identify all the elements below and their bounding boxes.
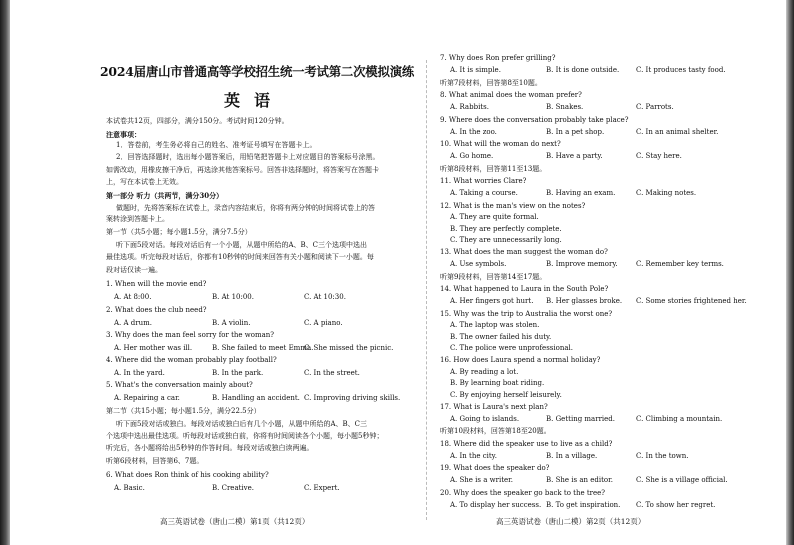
question-stem: 16. How does Laura spend a normal holiday? xyxy=(440,356,601,364)
option-c: C. Expert. xyxy=(304,484,340,492)
question-stem: 2. What does the club need? xyxy=(106,306,207,314)
question-stem: 11. What worries Clare? xyxy=(440,177,527,185)
option-c: C. At 10:30. xyxy=(304,293,346,301)
option-a: A. It is simple. xyxy=(450,66,501,74)
option-a: A. A drum. xyxy=(114,319,152,327)
option-b: B. Have a party. xyxy=(546,152,603,160)
question-stem: 6. What does Ron think of his cooking ability? xyxy=(106,471,269,479)
question-stem: 20. Why does the speaker go back to the tree? xyxy=(440,488,606,497)
option-b: B. She failed to meet Emma. xyxy=(212,344,314,352)
intro-line: 2．回答选择题时，选出每小题答案后，用铅笔把答题卡上对应题目的答案标号涂黑。 xyxy=(116,153,380,161)
option-b: B. Snakes. xyxy=(546,103,584,111)
option-b: B. To get inspiration. xyxy=(546,500,621,509)
option-b: B. Creative. xyxy=(212,484,254,492)
option-c: C. Improving driving skills. xyxy=(304,394,401,402)
scan-edge-right xyxy=(786,0,794,545)
intro-line: 段对话仅读一遍。 xyxy=(106,266,162,274)
option-c: C. They are unnecessarily long. xyxy=(450,236,562,244)
option-c: C. Making notes. xyxy=(636,189,697,197)
question-stem: 5. What's the conversation mainly about? xyxy=(106,381,253,389)
option-c: C. She is a village official. xyxy=(636,476,728,484)
option-a: A. To display her success. xyxy=(450,500,542,509)
intro-line: 第一节（共5小题；每小题1.5分，满分7.5分） xyxy=(106,228,252,236)
intro-line: 如需改动，用橡皮擦干净后，再选涂其他答案标号。回答非选择题时，将答案写在答题卡 xyxy=(106,166,379,174)
option-a: A. In the yard. xyxy=(114,369,165,377)
option-a: A. At 8:00. xyxy=(114,293,152,301)
intro-line: 1．答卷前，考生务必将自己的姓名、准考证号填写在答题卡上。 xyxy=(116,141,317,149)
option-b: B. Getting married. xyxy=(546,414,615,423)
option-a: A. Basic. xyxy=(114,484,145,492)
intro-line: 上，写在本试卷上无效。 xyxy=(106,178,183,186)
listening-note: 听第9段材料，回答第14至17题。 xyxy=(440,272,547,281)
intro-line: 第一部分 听力（共两节，满分30分） xyxy=(106,191,224,200)
option-c: C. In an animal shelter. xyxy=(636,127,719,136)
question-stem: 17. What is Laura's next plan? xyxy=(440,402,548,411)
option-c: C. A piano. xyxy=(304,319,343,327)
section2-line: 第二节（共15小题；每小题1.5分，满分22.5分） xyxy=(106,407,261,415)
scan-edge-left xyxy=(0,0,10,545)
option-b: B. They are perfectly complete. xyxy=(450,224,562,233)
option-a: A. Her mother was ill. xyxy=(114,344,193,352)
option-c: C. She missed the picnic. xyxy=(304,344,394,352)
question-stem: 4. Where did the woman probably play football? xyxy=(106,356,277,364)
question-stem: 3. Why does the man feel sorry for the woman? xyxy=(106,331,275,339)
option-b: B. Her glasses broke. xyxy=(546,297,623,305)
option-b: B. The owner failed his duty. xyxy=(450,332,552,341)
question-stem: 9. Where does the conversation probably take place? xyxy=(440,115,629,124)
option-a: A. They are quite formal. xyxy=(450,213,539,221)
question-stem: 8. What animal does the woman prefer? xyxy=(440,91,582,99)
intro-line: 听下面5段对话。每段对话后有一个小题，从题中所给的A、B、C三个选项中选出 xyxy=(116,241,368,249)
listening-note: 听第10段材料，回答第18至20题。 xyxy=(440,427,551,435)
listening-note: 听第7段材料，回答第8至10题。 xyxy=(440,78,542,87)
option-a: A. Use symbols. xyxy=(450,260,507,268)
footer-left: 高三英语试卷（唐山二模）第1页（共12页） xyxy=(160,517,310,526)
intro-line: 案转涂到答题卡上。 xyxy=(106,215,169,223)
option-a: A. Going to islands. xyxy=(450,414,520,423)
option-b: B. In a pet shop. xyxy=(546,127,605,136)
option-a: A. In the zoo. xyxy=(450,127,497,136)
option-c: C. It produces tasty food. xyxy=(636,66,726,74)
option-b: B. By learning boat riding. xyxy=(450,379,545,387)
option-c: C. Remember key terms. xyxy=(636,260,724,268)
question-stem: 13. What does the man suggest the woman do? xyxy=(440,248,608,256)
question-stem: 14. What happened to Laura in the South Pole? xyxy=(440,285,609,293)
section2-line: 个选项中选出最佳选项。听每段对话或独白前，你将有时间阅读各个小题，每小题5秒钟； xyxy=(106,432,384,440)
exam-subject: 英语 xyxy=(224,91,285,110)
option-a: A. Rabbits. xyxy=(450,103,489,111)
option-a: A. Taking a course. xyxy=(450,189,518,197)
question-stem: 1. When will the movie end? xyxy=(106,280,207,288)
question-stem: 19. What does the speaker do? xyxy=(440,464,550,472)
option-a: A. Go home. xyxy=(450,152,494,160)
option-a: A. By reading a lot. xyxy=(450,367,519,376)
option-b: B. Improve memory. xyxy=(546,260,618,268)
option-c: C. By enjoying herself leisurely. xyxy=(450,390,562,399)
option-a: A. The laptop was stolen. xyxy=(450,321,540,329)
intro-line: 本试卷共12页，四部分，满分150分。考试时间120分钟。 xyxy=(106,117,289,125)
option-c: C. Climbing a mountain. xyxy=(636,414,723,423)
option-a: A. Repairing a car. xyxy=(114,394,180,402)
exam-title: 2024届唐山市普通高等学校招生统一考试第二次模拟演练 xyxy=(100,64,415,79)
section2-line: 听第6段材料，回答第6、7题。 xyxy=(106,457,204,465)
question-stem: 12. What is the man's view on the notes? xyxy=(440,201,586,210)
option-c: C. To show her regret. xyxy=(636,500,716,509)
option-b: B. In the park. xyxy=(212,369,264,377)
section2-line: 听下面5段对话或独白。每段对话或独白后有几个小题，从题中所给的A、B、C三 xyxy=(116,420,368,428)
option-b: B. It is done outside. xyxy=(546,66,620,74)
option-c: C. The police were unprofessional. xyxy=(450,344,573,352)
listening-note: 听第8段材料，回答第11至13题。 xyxy=(440,164,547,173)
question-stem: 7. Why does Ron prefer grilling? xyxy=(440,54,556,62)
option-c: C. Some stories frightened her. xyxy=(636,297,747,305)
option-c: C. Stay here. xyxy=(636,152,682,160)
intro-line: 做题时，先将答案标在试卷上，录音内容结束后，你将有两分钟的时间将试卷上的答 xyxy=(116,204,375,212)
option-a: A. Her fingers got hurt. xyxy=(450,297,534,305)
intro-line: 注意事项： xyxy=(106,130,141,139)
option-c: C. In the town. xyxy=(636,451,689,460)
section2-line: 听完后，各小题将给出5秒钟的作答时间。每段对话或独白读两遍。 xyxy=(106,444,314,452)
option-c: C. In the street. xyxy=(304,369,360,377)
question-stem: 10. What will the woman do next? xyxy=(440,140,561,148)
intro-line: 最佳选项。听完每段对话后，你都有10秒钟的时间来回答有关小题和阅读下一小题。每 xyxy=(106,253,374,261)
option-b: B. Having an exam. xyxy=(546,189,616,197)
column-divider xyxy=(426,60,427,520)
option-b: B. In a village. xyxy=(546,451,598,460)
option-a: A. She is a writer. xyxy=(450,476,513,484)
option-c: C. Parrots. xyxy=(636,103,674,111)
question-stem: 18. Where did the speaker use to live as a child? xyxy=(440,439,613,448)
footer-right: 高三英语试卷（唐山二模）第2页（共12页） xyxy=(496,517,646,526)
option-b: B. She is an editor. xyxy=(546,476,613,484)
question-stem: 15. Why was the trip to Australia the worst one? xyxy=(440,309,613,318)
option-b: B. Handling an accident. xyxy=(212,394,300,402)
option-b: B. At 10:00. xyxy=(212,293,254,301)
option-b: B. A violin. xyxy=(212,319,251,327)
option-a: A. In the city. xyxy=(450,451,497,460)
